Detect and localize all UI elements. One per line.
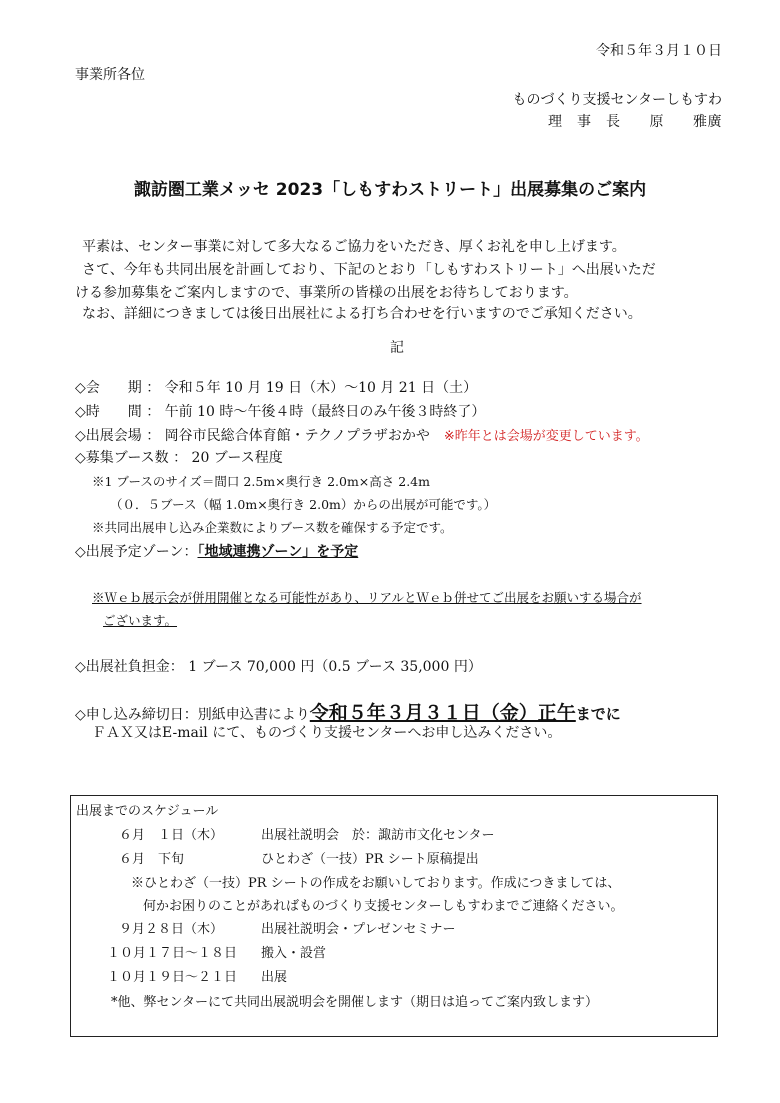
- chairman-line: [548, 111, 722, 131]
- booths-item: ◇募集ブース数 ： 20 ブース程度: [75, 450, 283, 466]
- period-item: ◇会 期 ： 令和５年 10 月 19 日（木）～10 月 21 日（土）: [75, 380, 478, 396]
- deadline-date: 令和５年３月３１日（金）正午: [309, 702, 576, 724]
- deadline-label: ◇申し込み締切日：別紙申込書により: [75, 707, 310, 723]
- schedule-row-event: 出展社説明会 於：諏訪市文化センター: [261, 828, 495, 843]
- deadline-item: [75, 698, 621, 725]
- schedule-row-date: ６月 １日（木）: [119, 828, 224, 843]
- schedule-footer: *他、弊センターにて共同出展説明会を開催します（期日は追ってご案内致します）: [111, 995, 598, 1010]
- organization-name: ものづくり支援センターしもすわ: [512, 92, 722, 108]
- submit-instruction: ＦＡＸ又はE-mail にて、ものづくり支援センターへお申し込みください。: [92, 725, 562, 741]
- time-item: ◇時 間 ： 午前 10 時～午後４時（最終日のみ午後３時終了）: [75, 404, 486, 420]
- zone-label: ◇出展予定ゾーン：: [75, 544, 198, 560]
- body-paragraph-2: さて、今年も共同出展を計画しており、下記のとおり「しもすわストリート」へ出展いただ: [82, 262, 656, 278]
- booth-size-note: ※1 ブースのサイズ＝間口 2.5m×奥行き 2.0m×高さ 2.4m: [92, 474, 430, 489]
- document-date: 令和５年３月１０日: [596, 43, 722, 59]
- addressee: 事業所各位: [75, 67, 145, 83]
- body-paragraph-3: なお、詳細につきましては後日出展社による打ち合わせを行いますのでご承知ください。: [82, 306, 642, 322]
- schedule-row-date: ９月２８日（木）: [119, 922, 224, 937]
- chairman-name: 原 雅廣: [649, 114, 722, 130]
- venue-item: [75, 425, 649, 445]
- deadline-suffix: までに: [575, 705, 621, 723]
- half-booth-note: （０．５ブース（幅 1.0m×奥行き 2.0m）からの出展が可能です。）: [110, 497, 497, 512]
- schedule-row-date: ６月 下旬: [119, 852, 185, 867]
- fee-item: ◇出展社負担金： 1 ブース 70,000 円（0.5 ブース 35,000 円）: [75, 659, 482, 675]
- zone-value: 「地域連携ゾーン」を予定: [197, 544, 359, 560]
- schedule-title: 出展までのスケジュール: [76, 804, 219, 819]
- schedule-row-event: ひとわざ（一技）PR シート原稿提出: [261, 852, 479, 867]
- venue-change-note: ※昨年とは会場が変更しています。: [443, 429, 649, 444]
- web-note-line-1: ※Ｗｅｂ展示会が併用開催となる可能性があり、リアルとＷｅｂ併せてご出展をお願いする場合が: [92, 590, 642, 605]
- schedule-row-date: １０月１７日～１８日: [107, 946, 238, 961]
- schedule-row-event: 搬入・設営: [261, 946, 327, 961]
- schedule-row-date: １０月１９日～２１日: [107, 970, 238, 985]
- schedule-note-line-1: ※ひとわざ（一技）PR シートの作成をお願いしております。作成につきましては、: [131, 876, 621, 891]
- zone-item: [75, 541, 358, 561]
- schedule-row-event: 出展: [261, 970, 288, 985]
- body-paragraph-1: 平素は、センター事業に対して多大なるご協力をいただき、厚くお礼を申し上げます。: [82, 239, 626, 255]
- body-paragraph-2-cont: ける参加募集をご案内しますので、事業所の皆様の出展をお待ちしております。: [75, 285, 578, 301]
- web-note-line-2: ございます。: [103, 613, 178, 628]
- chairman-position: 理 事 長: [548, 114, 621, 130]
- ki-heading: 記: [390, 340, 404, 356]
- schedule-box: [70, 795, 718, 1037]
- venue-text: ◇出展会場 ： 岡谷市民総合体育館・テクノプラザおかや: [75, 428, 430, 444]
- schedule-note-line-2: 何かお困りのことがあればものづくり支援センターしもすわまでご連絡ください。: [143, 899, 624, 914]
- document-title: 諏訪圏工業メッセ 2023「しもすわストリート」出展募集のご案内: [133, 180, 647, 200]
- schedule-row-event: 出展社説明会・プレゼンセミナー: [261, 922, 456, 937]
- booth-secure-note: ※共同出展申し込み企業数によりブース数を確保する予定です。: [92, 520, 453, 535]
